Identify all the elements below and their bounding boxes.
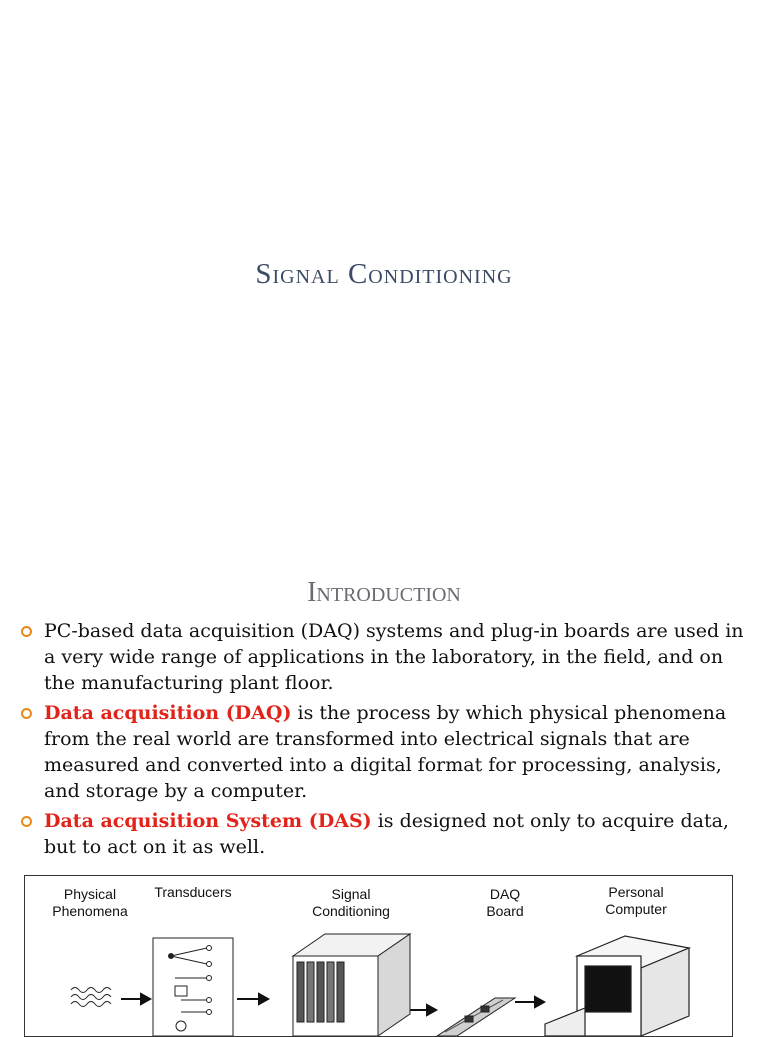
bullet-circle-icon [21, 626, 32, 637]
slide-title-heading: Signal Conditioning [255, 258, 513, 290]
stage-label-line2: Board [486, 903, 524, 919]
computer-icon [545, 936, 689, 1036]
stage-label-line1: Signal [331, 886, 371, 902]
bullet-text: PC-based data acquisition (DAQ) systems and plug-in boards are used in a very wide range of applications in the laboratory, in the field, and on the manufacturing plant floor. [44, 620, 744, 694]
stage-personal-computer [591, 884, 681, 918]
stage-label-line1: Personal [608, 884, 664, 900]
signal-conditioning-chassis-icon [293, 934, 410, 1036]
introduction-heading: Introduction [307, 577, 461, 608]
bullet-text: is the process by which physical phenomena from the real world are transformed into electrical signals that are measured and converted into a digital format for processing, analysis, and storage by a computer. [44, 702, 727, 802]
stage-label-line1: Transducers [154, 884, 232, 900]
bullet-item [18, 808, 748, 860]
bullet-highlight: Data acquisition (DAQ) [44, 702, 292, 724]
stage-label-line1: DAQ [489, 886, 521, 902]
bullet-circle-icon [21, 708, 32, 719]
transducers-icon [153, 938, 233, 1036]
daq-system-diagram [24, 875, 733, 1037]
bullet-circle-icon [21, 816, 32, 827]
daq-board-icon [437, 998, 515, 1036]
stage-label-line2: Computer [605, 901, 667, 917]
bullet-text: is designed not only to acquire data, but to act on it as well. [44, 810, 729, 858]
stage-daq-board [465, 886, 545, 920]
stage-label-line2: Phenomena [52, 903, 128, 919]
stage-transducers [143, 884, 243, 901]
bullet-item [18, 618, 748, 696]
slide-introduction [0, 560, 768, 1024]
bullet-highlight: Data acquisition System (DAS) [44, 810, 372, 832]
bullet-list [18, 618, 748, 864]
stage-physical-phenomena [45, 886, 135, 920]
stage-signal-conditioning [301, 886, 401, 920]
wave-icon [71, 988, 111, 1007]
stage-label-line2: Conditioning [312, 903, 390, 919]
stage-label-line1: Physical [63, 886, 117, 902]
bullet-item [18, 700, 748, 804]
